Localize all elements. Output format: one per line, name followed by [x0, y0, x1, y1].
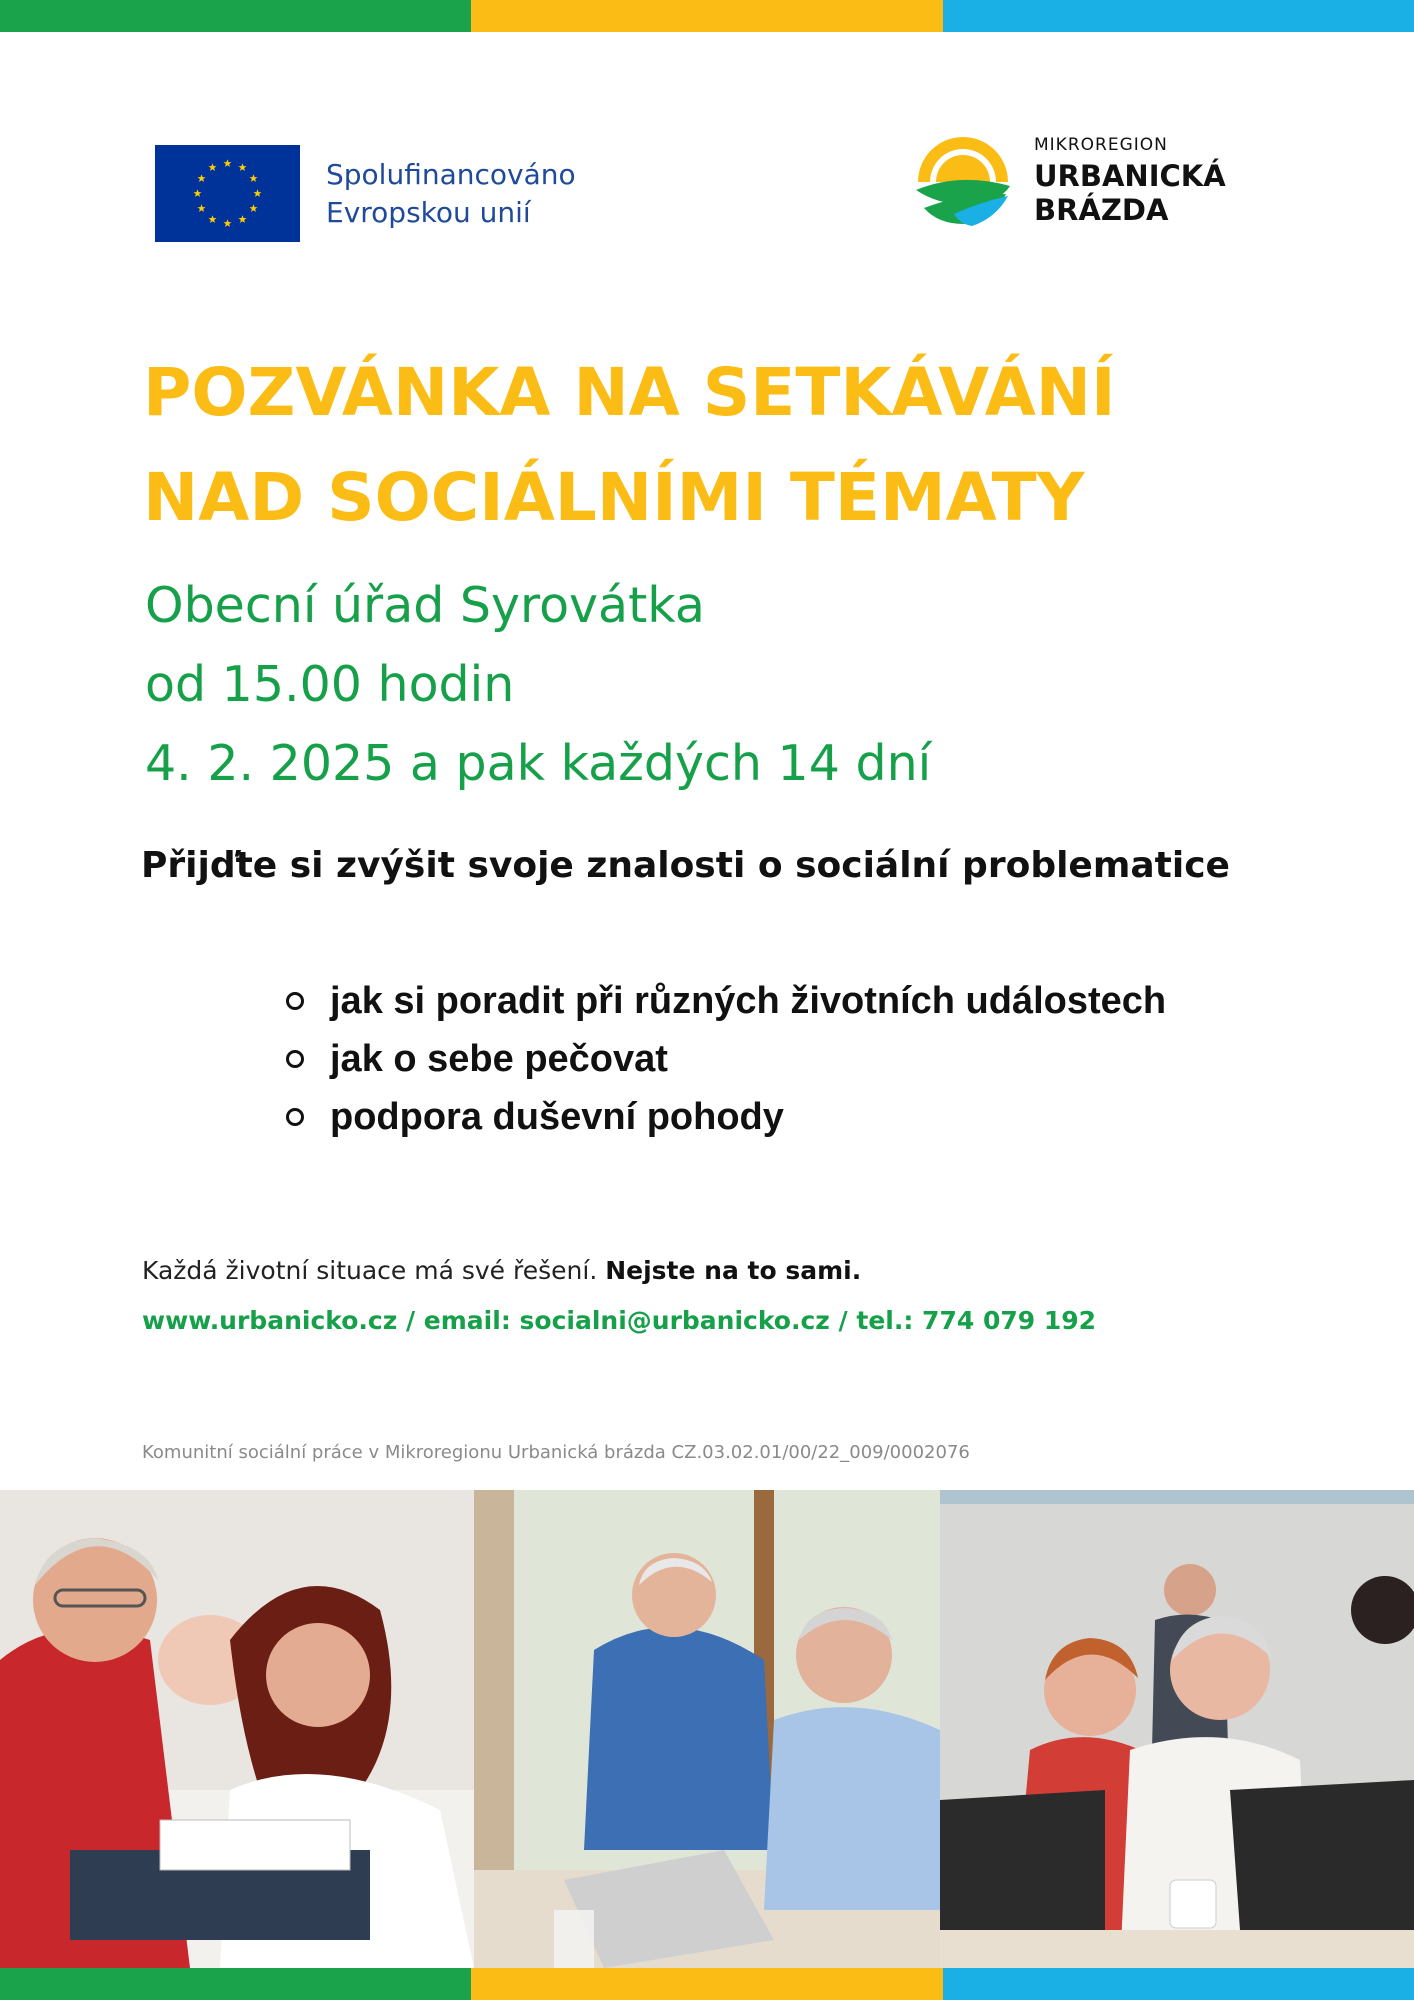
lead-text: Přijďte si zvýšit svoje znalosti o sociální problematice	[141, 845, 1230, 886]
bottom-color-stripe	[0, 1968, 1414, 2000]
eu-flag-icon	[155, 145, 300, 242]
circle-bullet-icon	[286, 1050, 304, 1068]
invitation-title	[143, 340, 1393, 550]
title-line1: POZVÁNKA NA SETKÁVÁNÍ	[143, 354, 1116, 431]
list-item	[286, 1088, 1166, 1146]
microregion-name-line2: BRÁZDA	[1034, 193, 1169, 227]
title-line2: NAD SOCIÁLNÍMI TÉMATY	[143, 459, 1085, 536]
list-item	[286, 972, 1166, 1030]
photo-women-computers	[940, 1490, 1414, 1968]
stripe-green	[0, 1968, 471, 2000]
sunrise-landscape-icon	[910, 128, 1016, 234]
microregion-logo	[910, 128, 1226, 234]
photo-seniors-laptop	[474, 1490, 940, 1968]
eu-text-line2: Evropskou unií	[326, 195, 531, 229]
eu-cofinanced-text	[326, 156, 576, 232]
stripe-blue	[943, 0, 1414, 32]
microregion-name-line1: URBANICKÁ	[1034, 159, 1226, 193]
tagline	[142, 1256, 861, 1285]
tagline-normal: Každá životní situace má své řešení.	[142, 1256, 598, 1285]
project-footnote: Komunitní sociální práce v Mikroregionu Urbanická brázda CZ.03.02.01/00/22_009/0002076	[142, 1442, 970, 1463]
eu-cofinanced-logo	[155, 145, 576, 242]
topic-list	[286, 972, 1166, 1146]
photo-strip	[0, 1490, 1414, 1968]
stripe-green	[0, 0, 471, 32]
top-color-stripe	[0, 0, 1414, 32]
stripe-yellow	[471, 0, 942, 32]
event-place: Obecní úřad Syrovátka	[145, 577, 705, 634]
microregion-name	[1034, 135, 1226, 227]
stripe-blue	[943, 1968, 1414, 2000]
stripe-yellow	[471, 1968, 942, 2000]
list-item	[286, 1030, 1166, 1088]
contact-line: www.urbanicko.cz / email: socialni@urbanicko.cz / tel.: 774 079 192	[142, 1306, 1097, 1335]
event-date: 4. 2. 2025 a pak každých 14 dní	[145, 735, 932, 792]
topic-text: podpora duševní pohody	[330, 1096, 784, 1138]
topic-text: jak si poradit při různých životních událostech	[330, 980, 1167, 1022]
photo-couple-piggy-bank	[0, 1490, 474, 1968]
tagline-bold: Nejste na to sami.	[605, 1256, 862, 1285]
eu-text-line1: Spolufinancováno	[326, 157, 576, 191]
event-details	[145, 566, 931, 803]
circle-bullet-icon	[286, 1108, 304, 1126]
circle-bullet-icon	[286, 992, 304, 1010]
event-time: od 15.00 hodin	[145, 656, 515, 713]
microregion-label: MIKROREGION	[1034, 135, 1168, 155]
topic-text: jak o sebe pečovat	[330, 1038, 668, 1080]
